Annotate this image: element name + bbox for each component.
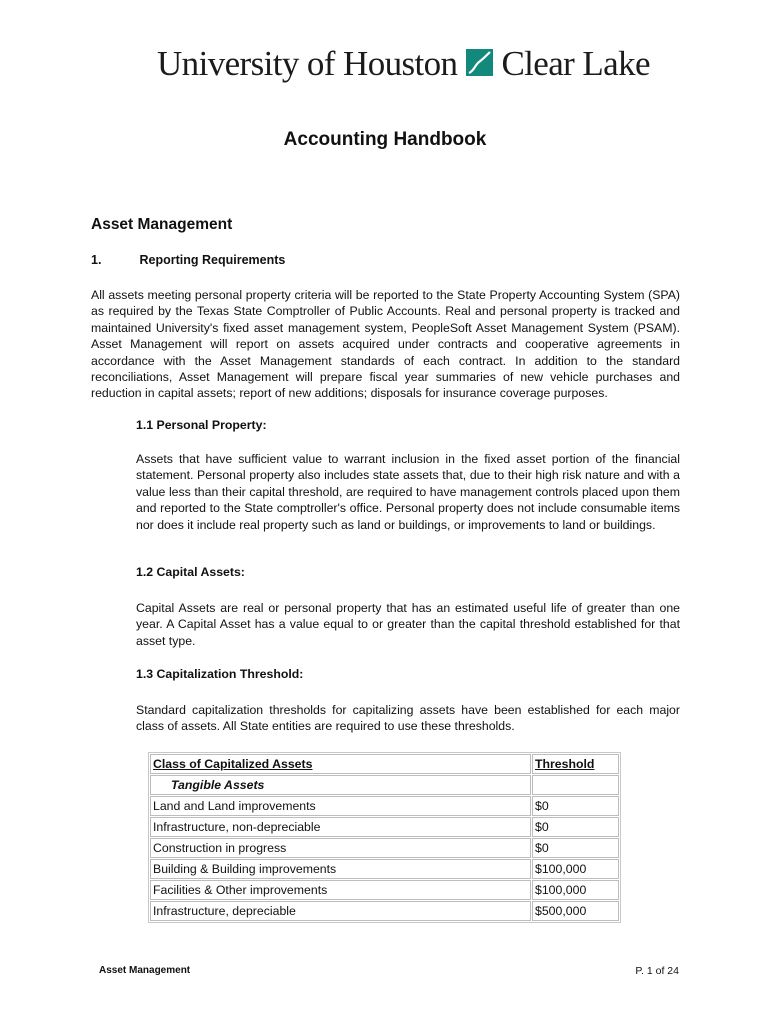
intro-paragraph: All assets meeting personal property criteria will be reported to the State Property Accounting System (SPA) as required by the Texas State Comptroller of Public Accounts. Real and personal property is tracked and maintained University's fixed asset management system, PeopleSoft Asset Management System (PSAM). Asset Management will report on assets acquired under contracts and cooperative agreements in accordance with the Asset Management standards of each contract. In addition to the standard reconciliations, Asset Management will prepare fiscal year summaries of new vehicle purchases and reduction in capital assets; report of new additions; disposals for insurance coverage purposes. (91, 288, 680, 401)
table-row (150, 880, 619, 900)
header-threshold: Threshold (532, 754, 619, 774)
threshold-cell: $500,000 (532, 901, 619, 921)
asset-class-cell: Construction in progress (150, 838, 531, 858)
threshold-cell: $0 (532, 796, 619, 816)
capital-assets-paragraph: Capital Assets are real or personal property that has an estimated useful life of greater than one year. A Capital Asset has a value equal to or greater than the capital threshold established for that asset type. (136, 601, 680, 648)
asset-class-cell: Infrastructure, depreciable (150, 901, 531, 921)
subsection-heading (91, 253, 285, 267)
subsection-number: 1. (91, 253, 102, 267)
footer-page-number: P. 1 of 24 (635, 965, 679, 977)
threshold-cell: $0 (532, 838, 619, 858)
table-row (150, 901, 619, 921)
header-class-of-assets: Class of Capitalized Assets (150, 754, 531, 774)
category-label: Tangible Assets (150, 775, 531, 795)
table-row (150, 859, 619, 879)
logo-text-right: Clear Lake (501, 44, 650, 83)
asset-class-cell: Land and Land improvements (150, 796, 531, 816)
personal-property-paragraph: Assets that have sufficient value to warrant inclusion in the fixed asset portion of the financial statement. Personal property also includes state assets that, due to their high risk nature and with a value less than their capital threshold, are required to have management controls placed upon them and reported to the State comptroller's office. Personal property does not include consumable items nor does it include real property such as land or buildings, or improvements to land or buildings. (136, 452, 680, 532)
footer-section-name: Asset Management (99, 965, 191, 976)
capitalization-threshold-heading: 1.3 Capitalization Threshold: (136, 667, 304, 681)
asset-class-cell: Infrastructure, non-depreciable (150, 817, 531, 837)
capitalization-threshold-table (148, 752, 621, 923)
table-row (150, 838, 619, 858)
asset-class-cell: Facilities & Other improvements (150, 880, 531, 900)
capital-assets-heading: 1.2 Capital Assets: (136, 565, 245, 579)
personal-property-heading: 1.1 Personal Property: (136, 418, 267, 432)
table-header-row (150, 754, 619, 774)
table-row (150, 817, 619, 837)
capitalization-threshold-paragraph: Standard capitalization thresholds for capitalizing assets have been established for each major class of assets. All State entities are required to use these thresholds. (136, 703, 680, 734)
table-row (150, 796, 619, 816)
threshold-cell: $100,000 (532, 880, 619, 900)
logo-text-left: University of Houston (157, 44, 458, 83)
threshold-cell: $100,000 (532, 859, 619, 879)
subsection-title: Reporting Requirements (139, 253, 286, 267)
category-threshold-empty (532, 775, 619, 795)
section-title: Asset Management (91, 216, 233, 233)
university-logo (157, 40, 650, 88)
threshold-cell: $0 (532, 817, 619, 837)
asset-class-cell: Building & Building improvements (150, 859, 531, 879)
table-category-row (150, 775, 619, 795)
document-title: Accounting Handbook (283, 129, 487, 150)
wave-logo-icon (466, 49, 493, 76)
